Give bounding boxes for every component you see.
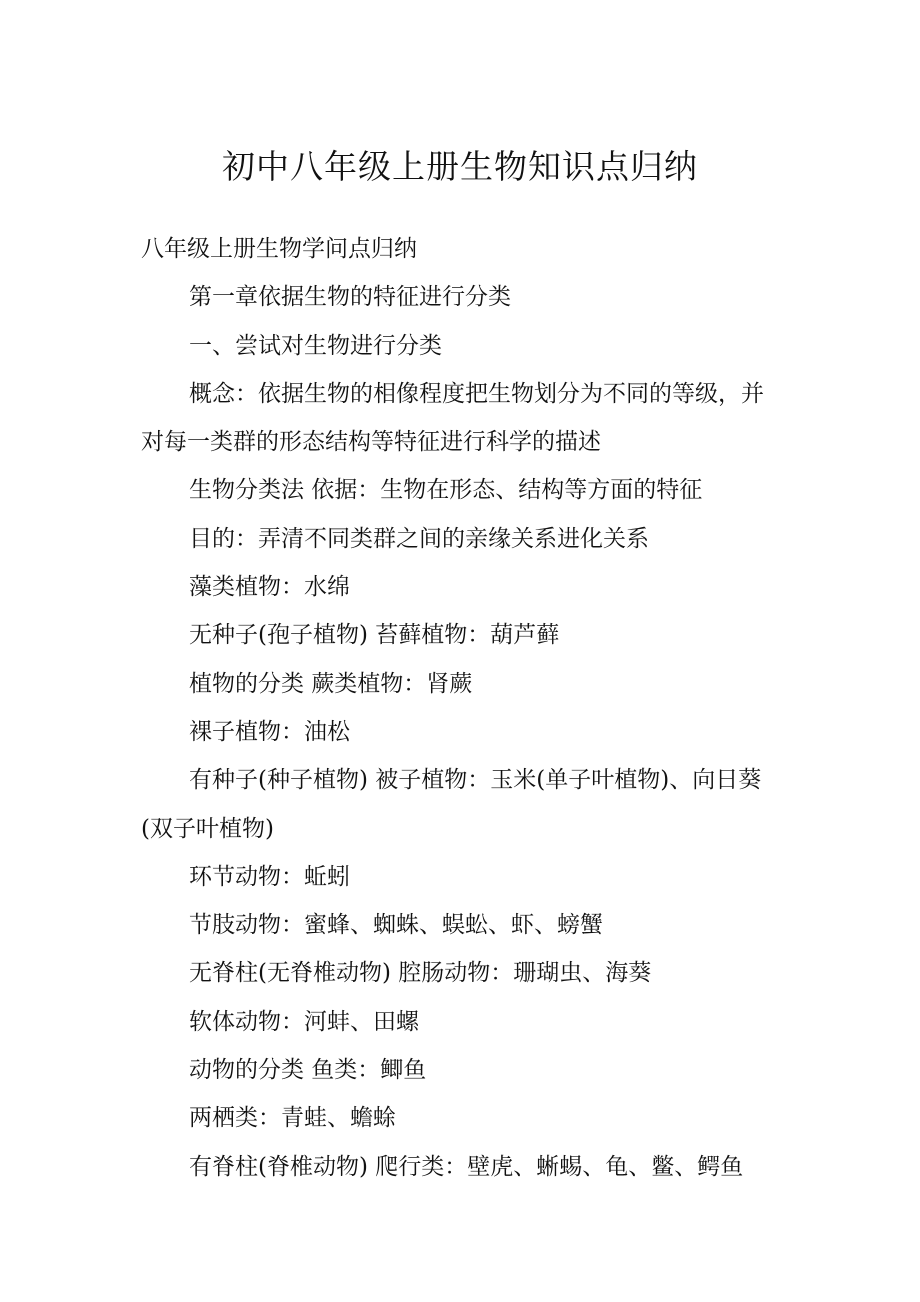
paragraph: 无种子(孢子植物) 苔藓植物：葫芦藓	[189, 622, 560, 649]
paragraph: 无脊柱(无脊椎动物) 腔肠动物：珊瑚虫、海葵	[189, 960, 652, 987]
document-body	[141, 225, 781, 1191]
paragraph: 节肢动物：蜜蜂、蜘蛛、蜈蚣、虾、螃蟹	[189, 912, 603, 939]
paragraph: 目的：弄清不同类群之间的亲缘关系进化关系	[189, 525, 649, 552]
paragraph: 环节动物：蚯蚓	[189, 863, 350, 890]
paragraph: 软体动物：河蚌、田螺	[189, 1008, 419, 1035]
paragraph: 八年级上册生物学问点归纳	[141, 236, 417, 262]
paragraph: 藻类植物：水绵	[189, 574, 350, 601]
paragraph: 概念：依据生物的相像程度把生物划分为不同的等级，并对每一类群的形态结构等特征进行科学的描述	[141, 380, 764, 456]
paragraph: 裸子植物：油松	[189, 718, 350, 745]
paragraph: 有脊柱(脊椎动物) 爬行类：壁虎、蜥蜴、龟、鳖、鳄鱼	[189, 1153, 744, 1180]
paragraph: 第一章依据生物的特征进行分类	[189, 284, 511, 311]
paragraph: 一、尝试对生物进行分类	[189, 332, 442, 359]
page-title: 初中八年级上册生物知识点归纳	[222, 147, 698, 186]
paragraph: 动物的分类 鱼类：鲫鱼	[189, 1057, 427, 1084]
paragraph: 两栖类：青蛙、蟾蜍	[189, 1105, 396, 1132]
paragraph: 有种子(种子植物) 被子植物：玉米(单子叶植物)、向日葵(双子叶植物)	[141, 767, 762, 842]
paragraph: 植物的分类 蕨类植物：肾蕨	[189, 670, 473, 697]
paragraph: 生物分类法 依据：生物在形态、结构等方面的特征	[189, 477, 703, 504]
